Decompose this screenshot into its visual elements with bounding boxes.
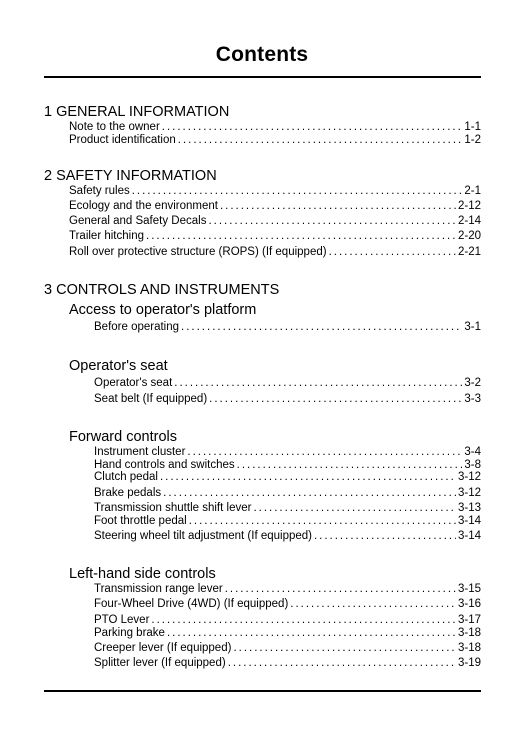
toc-entry-title: Trailer hitching: [69, 230, 144, 242]
toc-entry[interactable]: [94, 626, 481, 640]
toc-entry-title: General and Safety Decals: [69, 215, 207, 227]
toc-entry[interactable]: [94, 597, 481, 611]
toc-entry-page: 2-21: [457, 246, 481, 258]
subsection-heading: Operator's seat: [69, 358, 168, 374]
toc-entry[interactable]: [94, 445, 481, 459]
dot-leader: [290, 597, 456, 611]
dot-leader: [233, 641, 456, 655]
toc-entry-title: PTO Lever: [94, 614, 150, 626]
toc-entry-page: 2-14: [457, 215, 481, 227]
toc-entry[interactable]: [94, 529, 481, 543]
toc-entry-title: Splitter lever (If equipped): [94, 657, 226, 669]
dot-leader: [163, 486, 456, 500]
toc-entry-page: 3-8: [464, 459, 481, 471]
toc-entry-title: Hand controls and switches: [94, 459, 235, 471]
toc-entry-title: Four-Wheel Drive (4WD) (If equipped): [94, 598, 289, 610]
toc-entry[interactable]: [94, 582, 481, 596]
toc-entry-title: Product identification: [69, 134, 176, 146]
toc-entry-title: Seat belt (If equipped): [94, 393, 208, 405]
dot-leader: [228, 656, 456, 670]
toc-entry-title: Before operating: [94, 321, 180, 333]
toc-entry[interactable]: [94, 641, 481, 655]
toc-entry-title: Transmission range lever: [94, 583, 223, 595]
top-divider: [44, 76, 481, 78]
toc-entry[interactable]: [69, 184, 481, 198]
toc-entry[interactable]: [94, 486, 481, 500]
toc-entry-title: Foot throttle pedal: [94, 515, 187, 527]
dot-leader: [314, 529, 456, 543]
dot-leader: [329, 245, 456, 259]
toc-entry[interactable]: [94, 376, 481, 390]
section-heading: 3 CONTROLS AND INSTRUMENTS: [44, 282, 280, 298]
toc-entry[interactable]: [94, 514, 481, 528]
toc-entry-title: Ecology and the environment: [69, 200, 218, 212]
toc-entry[interactable]: [94, 656, 481, 670]
toc-entry-page: 2-20: [457, 230, 481, 242]
dot-leader: [162, 120, 463, 134]
toc-entry-page: 3-16: [457, 598, 481, 610]
toc-entry[interactable]: [94, 470, 481, 484]
dot-leader: [151, 613, 456, 627]
dot-leader: [132, 184, 463, 198]
toc-entry-page: 2-12: [457, 200, 481, 212]
toc-entry[interactable]: [69, 229, 481, 243]
toc-entry-page: 3-18: [457, 627, 481, 639]
toc-entry-title: Instrument cluster: [94, 446, 186, 458]
toc-entry-page: 3-14: [457, 515, 481, 527]
section-heading: 2 SAFETY INFORMATION: [44, 168, 217, 184]
dot-leader: [187, 445, 462, 459]
toc-entry-page: 1-2: [464, 134, 481, 146]
toc-entry-page: 3-14: [457, 530, 481, 542]
dot-leader: [146, 229, 456, 243]
toc-entry-page: 1-1: [464, 121, 481, 133]
toc-entry[interactable]: [94, 501, 481, 515]
toc-entry-title: Transmission shuttle shift lever: [94, 502, 252, 514]
dot-leader: [253, 501, 456, 515]
dot-leader: [181, 320, 462, 334]
dot-leader: [225, 582, 456, 596]
page-title: Contents: [215, 43, 309, 66]
dot-leader: [178, 133, 463, 147]
toc-entry-page: 3-12: [457, 471, 481, 483]
toc-entry-title: Clutch pedal: [94, 471, 158, 483]
toc-entry-title: Brake pedals: [94, 487, 162, 499]
toc-entry-title: Creeper lever (If equipped): [94, 642, 232, 654]
toc-entry-page: 3-1: [464, 321, 481, 333]
toc-entry-page: 3-13: [457, 502, 481, 514]
toc-entry-title: Operator's seat: [94, 377, 173, 389]
toc-entry-page: 3-18: [457, 642, 481, 654]
toc-entry-page: 3-4: [464, 446, 481, 458]
dot-leader: [208, 214, 456, 228]
toc-entry-title: Safety rules: [69, 185, 130, 197]
toc-entry-title: Parking brake: [94, 627, 165, 639]
subsection-heading: Forward controls: [69, 429, 177, 445]
toc-entry-page: 3-17: [457, 614, 481, 626]
toc-entry-title: Roll over protective structure (ROPS) (If equipped): [69, 246, 327, 258]
dot-leader: [189, 514, 456, 528]
toc-entry[interactable]: [94, 320, 481, 334]
dot-leader: [209, 392, 462, 406]
toc-entry[interactable]: [69, 245, 481, 259]
toc-entry-page: 3-3: [464, 393, 481, 405]
toc-entry-title: Steering wheel tilt adjustment (If equipped): [94, 530, 312, 542]
dot-leader: [167, 626, 456, 640]
toc-entry[interactable]: [94, 392, 481, 406]
section-heading: 1 GENERAL INFORMATION: [44, 104, 230, 120]
subsection-heading: Left-hand side controls: [69, 566, 216, 582]
toc-entry-page: 3-2: [464, 377, 481, 389]
toc-entry[interactable]: [69, 120, 481, 134]
toc-entry[interactable]: [94, 613, 481, 627]
subsection-heading: Access to operator's platform: [69, 302, 257, 318]
toc-entry[interactable]: [69, 199, 481, 213]
toc-entry[interactable]: [69, 214, 481, 228]
toc-entry-page: 3-19: [457, 657, 481, 669]
toc-entry-page: 3-15: [457, 583, 481, 595]
bottom-divider: [44, 690, 481, 692]
dot-leader: [174, 376, 462, 390]
dot-leader: [160, 470, 456, 484]
toc-entry-title: Note to the owner: [69, 121, 160, 133]
dot-leader: [220, 199, 456, 213]
toc-entry[interactable]: [69, 133, 481, 147]
toc-entry-page: 2-1: [464, 185, 481, 197]
toc-entry-page: 3-12: [457, 487, 481, 499]
